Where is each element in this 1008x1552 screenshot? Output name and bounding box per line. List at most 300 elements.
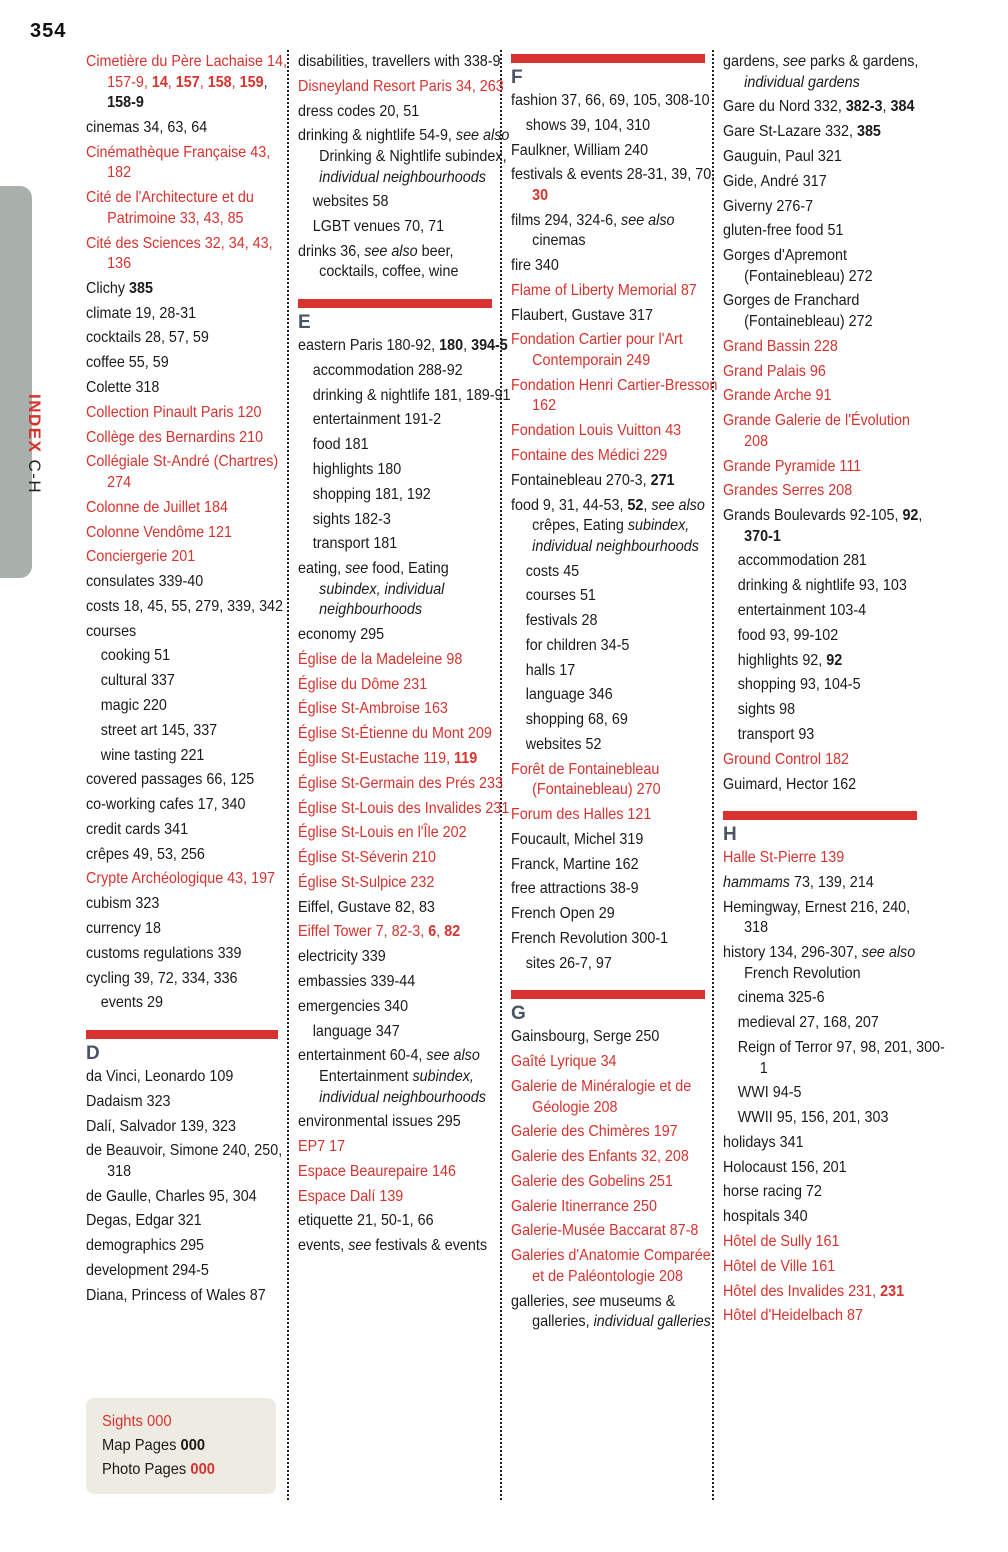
entry-text: see also: [455, 127, 510, 145]
index-subentry: [723, 601, 953, 622]
legend-box: [86, 1398, 276, 1494]
index-subentry: [86, 746, 314, 767]
entry-text: Galeries d'Anatomie Comparée et de Paléontologie 208: [511, 1247, 711, 1285]
entry-text: Franck, Martine 162: [511, 855, 639, 873]
index-entry: [511, 1246, 725, 1287]
index-entry: [511, 1077, 725, 1118]
index-entry: [86, 328, 298, 349]
entry-text: Grande Pyramide 111: [723, 457, 862, 475]
entry-text: Hôtel de Sully 161: [723, 1233, 840, 1251]
entry-text: drinks 36,: [298, 242, 365, 260]
entry-text: 73, 139, 214: [789, 873, 874, 891]
index-entry: [86, 547, 298, 568]
index-entry: [511, 1172, 725, 1193]
entry-text: Cité de l'Architecture et du Patrimoine 33, 43, 85: [86, 189, 254, 227]
entry-text: Église St-Séverin 210: [298, 849, 436, 867]
index-entry: [511, 256, 725, 277]
entry-text: holidays 341: [723, 1133, 804, 1151]
entry-text: Halle St-Pierre 139: [723, 849, 845, 867]
entry-text: cubism 323: [86, 895, 160, 913]
index-subentry: [723, 551, 953, 572]
index-subentry: [298, 534, 528, 555]
entry-text: emergencies 340: [298, 997, 409, 1015]
index-entry: [86, 1187, 298, 1208]
entry-text: beer, cocktails, coffee, wine: [319, 242, 459, 281]
index-entry: [511, 446, 725, 467]
entry-text: courses: [86, 622, 137, 640]
index-column-3: [511, 52, 718, 1337]
index-entry: [86, 304, 298, 325]
entry-text: gardens,: [723, 53, 783, 70]
index-subentry: [298, 361, 528, 382]
entry-text: cinema 325-6: [737, 989, 825, 1007]
entry-text: da Vinci, Leonardo 109: [86, 1067, 234, 1085]
entry-text: disabilities, travellers with 338-9: [298, 53, 501, 70]
entry-text: ,: [463, 337, 472, 355]
index-entry: [511, 1052, 725, 1073]
index-entry: [298, 102, 512, 123]
index-entry: [298, 559, 512, 621]
entry-text: Hôtel des Invalides 231,: [723, 1282, 881, 1300]
index-entry: [723, 52, 937, 93]
entry-text: Église de la Madeleine 98: [298, 650, 463, 668]
entry-text: sights 98: [737, 701, 796, 719]
index-entry: [86, 969, 298, 990]
entry-text: courses 51: [525, 587, 596, 605]
entry-text: individual gardens: [744, 73, 860, 91]
entry-text: sites 26-7, 97: [525, 954, 612, 972]
index-entry: [86, 622, 298, 643]
index-entry: [723, 221, 937, 242]
entry-text: Gare du Nord 332,: [723, 98, 846, 116]
entry-text: drinking & nightlife 54-9,: [298, 127, 456, 145]
entry-text: 52: [627, 496, 644, 514]
entry-text: ,: [263, 73, 268, 91]
letter-heading: D: [86, 1042, 100, 1064]
entry-text: history 134, 296-307,: [723, 944, 862, 962]
letter-divider-bar: [511, 990, 705, 999]
entry-text: Grande Arche 91: [723, 387, 832, 405]
entry-text: see: [345, 560, 369, 578]
entry-text: Église St-Louis des Invalides 231: [298, 799, 510, 817]
index-entry: [723, 1158, 937, 1179]
entry-text: ,: [643, 496, 652, 514]
index-column-4: [723, 52, 945, 1331]
entry-text: Espace Beaurepaire 146: [298, 1162, 456, 1180]
index-subentry: [511, 611, 741, 632]
index-entry: [511, 1122, 725, 1143]
index-subentry: [723, 651, 953, 672]
entry-text: ,: [167, 73, 176, 91]
entry-text: highlights 92,: [737, 651, 827, 669]
entry-text: Eiffel, Gustave 82, 83: [298, 898, 435, 916]
index-entry: [298, 1162, 512, 1183]
index-entry: [723, 197, 937, 218]
entry-text: Flame of Liberty Memorial 87: [511, 281, 697, 299]
index-entry: [511, 471, 725, 492]
entry-text: embassies 339-44: [298, 973, 416, 990]
index-entry: [86, 279, 298, 300]
entry-text: highlights 180: [312, 460, 402, 478]
index-entry: [511, 165, 725, 206]
entry-text: food 9, 31, 44-53,: [511, 496, 628, 514]
entry-text: museums & galleries,: [532, 1292, 676, 1331]
index-entry: [86, 353, 298, 374]
entry-text: ,: [918, 507, 923, 525]
entry-text: fire 340: [511, 257, 559, 275]
entry-text: Galerie Itinerrance 250: [511, 1197, 657, 1215]
entry-text: cooking 51: [100, 647, 171, 665]
index-subentry: [723, 1083, 953, 1104]
index-entry: [723, 775, 937, 796]
index-entry: [86, 143, 298, 184]
index-entry: [298, 1137, 512, 1158]
entry-text: credit cards 341: [86, 820, 189, 838]
entry-text: Colonne Vendôme 121: [86, 523, 232, 541]
index-entry: [723, 172, 937, 193]
index-entry: [86, 1117, 298, 1138]
entry-text: free attractions 38-9: [511, 880, 639, 898]
entry-text: Galerie des Gobelins 251: [511, 1172, 673, 1190]
entry-text: crêpes, Eating: [532, 517, 628, 535]
index-entry: [298, 77, 512, 98]
index-entry: [723, 411, 937, 452]
index-entry: [298, 1187, 512, 1208]
index-entry: [511, 281, 725, 302]
index-entry: [723, 291, 937, 332]
index-entry: [298, 848, 512, 869]
entry-text: drinking & nightlife 93, 103: [737, 577, 907, 595]
index-entry: [298, 972, 512, 993]
entry-text: Giverny 276-7: [723, 197, 814, 215]
entry-text: subindex, individual neighbourhoods: [319, 580, 445, 619]
entry-text: Collection Pinault Paris 120: [86, 403, 262, 421]
index-entry: [511, 929, 725, 950]
index-entry: [86, 795, 298, 816]
entry-text: see: [782, 53, 806, 70]
entry-text: Entertainment: [319, 1067, 413, 1085]
entry-text: entertainment 191-2: [312, 411, 442, 429]
index-entry: [86, 1211, 298, 1232]
entry-text: 92: [902, 507, 919, 525]
entry-text: websites 52: [525, 735, 602, 753]
entry-text: Colonne de Juillet 184: [86, 498, 228, 516]
entry-text: Galerie des Chimères 197: [511, 1123, 678, 1141]
index-subentry: [86, 721, 314, 742]
entry-text: Conciergerie 201: [86, 548, 196, 566]
entry-text: French Open 29: [511, 905, 615, 923]
index-entry: [723, 750, 937, 771]
index-entry: [511, 91, 725, 112]
entry-text: galleries,: [511, 1292, 573, 1310]
index-subentry: [298, 192, 528, 213]
index-entry: [298, 873, 512, 894]
index-entry: [86, 894, 298, 915]
index-entry: [86, 572, 298, 593]
letter-heading: F: [511, 67, 523, 88]
entry-text: Ground Control 182: [723, 750, 850, 768]
entry-text: 6: [428, 923, 437, 941]
entry-text: 385: [856, 123, 881, 141]
index-subentry: [86, 671, 314, 692]
index-entry: [723, 337, 937, 358]
index-entry: [723, 122, 937, 143]
index-entry: [723, 481, 937, 502]
entry-text: Fontaine des Médici 229: [511, 446, 668, 464]
entry-text: consulates 339-40: [86, 573, 204, 591]
entry-text: de Gaulle, Charles 95, 304: [86, 1187, 257, 1205]
index-subentry: [298, 1022, 528, 1043]
entry-text: food 181: [312, 436, 369, 454]
index-entry: [723, 848, 937, 869]
entry-text: Cité des Sciences 32, 34, 43, 136: [86, 234, 273, 273]
index-entry: [723, 457, 937, 478]
entry-text: electricity 339: [298, 948, 386, 966]
entry-text: EP7 17: [298, 1138, 346, 1156]
entry-text: fashion 37, 66, 69, 105, 308-10: [511, 92, 710, 109]
index-entry: [723, 246, 937, 287]
index-subentry: [511, 735, 741, 756]
index-subentry: [86, 993, 314, 1014]
entry-text: see: [348, 1237, 372, 1255]
entry-text: cinemas 34, 63, 64: [86, 118, 208, 136]
index-subentry: [723, 1108, 953, 1129]
entry-text: Gorges d'Apremont (Fontainebleau) 272: [723, 247, 873, 285]
index-subentry: [298, 435, 528, 456]
entry-text: economy 295: [298, 626, 385, 644]
index-entry: [511, 421, 725, 442]
entry-text: Drinking & Nightlife subindex,: [319, 147, 507, 165]
entry-text: 158-9: [107, 94, 144, 112]
entry-text: food 93, 99-102: [737, 626, 839, 644]
entry-text: Colette 318: [86, 379, 160, 396]
index-entry: [511, 211, 725, 252]
index-subentry: [298, 386, 528, 407]
entry-text: LGBT venues 70, 71: [312, 218, 445, 236]
index-entry: [511, 141, 725, 162]
entry-text: individual galleries: [593, 1313, 711, 1331]
index-entry: [511, 376, 725, 417]
index-entry: [723, 147, 937, 168]
letter-divider-bar: [86, 1030, 278, 1039]
entry-text: Église St-Louis en l'Île 202: [298, 824, 467, 842]
index-entry: [86, 523, 298, 544]
entry-text: wine tasting 221: [100, 746, 205, 764]
index-entry: [86, 378, 298, 399]
entry-text: Église St-Étienne du Mont 209: [298, 725, 492, 743]
index-entry: [86, 1286, 298, 1307]
letter-divider-bar: [511, 54, 705, 63]
index-entry: [511, 306, 725, 327]
entry-text: co-working cafes 17, 340: [86, 796, 246, 814]
index-entry: [86, 1236, 298, 1257]
index-subentry: [723, 988, 953, 1009]
entry-text: Collège des Bernardins 210: [86, 428, 264, 446]
index-subentry: [511, 954, 741, 975]
entry-text: transport 93: [737, 725, 815, 743]
index-subentry: [723, 675, 953, 696]
entry-text: Degas, Edgar 321: [86, 1212, 202, 1230]
entry-text: Hôtel d'Heidelbach 87: [723, 1307, 863, 1325]
index-entry: [86, 1261, 298, 1282]
letter-divider-bar: [298, 299, 492, 308]
entry-text: Disneyland Resort Paris 34, 263: [298, 77, 504, 95]
index-entry: [298, 699, 512, 720]
index-entry: [511, 1221, 725, 1242]
entry-text: hammams: [723, 873, 790, 891]
entry-text: currency 18: [86, 920, 161, 937]
index-entry: [86, 403, 298, 424]
entry-text: climate 19, 28-31: [86, 304, 197, 322]
entry-text: Cimetière du Père Lachaise 14, 157-9,: [86, 53, 287, 91]
entry-text: Forum des Halles 121: [511, 806, 652, 824]
entry-text: Grands Boulevards 92-105,: [723, 507, 903, 525]
entry-text: ,: [436, 923, 445, 941]
entry-text: parks & gardens,: [805, 53, 919, 70]
entry-text: WWII 95, 156, 201, 303: [737, 1109, 889, 1127]
entry-text: festivals 28: [525, 612, 598, 630]
entry-text: see also: [426, 1047, 480, 1065]
index-entry: [298, 336, 512, 357]
index-entry: [86, 770, 298, 791]
entry-text: 92: [826, 651, 843, 669]
index-entry: [86, 1141, 298, 1182]
entry-text: development 294-5: [86, 1262, 209, 1279]
index-entry: [723, 97, 937, 118]
index-entry: [86, 52, 298, 114]
index-entry: [511, 760, 725, 801]
entry-text: Grandes Serres 208: [723, 482, 853, 500]
index-entry: [298, 52, 512, 73]
entry-text: environmental issues 295: [298, 1113, 461, 1131]
entry-text: websites 58: [312, 193, 389, 211]
entry-text: 14: [151, 73, 168, 91]
index-subentry: [298, 217, 528, 238]
entry-text: 30: [532, 186, 549, 204]
index-entry: [511, 855, 725, 876]
entry-text: films 294, 324-6,: [511, 211, 622, 229]
index-subentry: [723, 725, 953, 746]
entry-text: Dadaism 323: [86, 1092, 171, 1110]
entry-text: entertainment 103-4: [737, 602, 867, 620]
index-entry: [723, 1306, 937, 1327]
index-entry: [86, 845, 298, 866]
index-subentry: [298, 510, 528, 531]
entry-text: Fondation Louis Vuitton 43: [511, 422, 682, 440]
index-entry: [86, 597, 298, 618]
index-entry: [86, 498, 298, 519]
index-entry: [86, 919, 298, 940]
entry-text: 382-3: [845, 98, 883, 116]
index-entry: [86, 118, 298, 139]
entry-text: 385: [129, 279, 154, 297]
index-entry: [723, 1257, 937, 1278]
entry-text: events 29: [100, 994, 163, 1012]
entry-text: horse racing 72: [723, 1183, 822, 1201]
index-entry: [723, 1282, 937, 1303]
index-entry: [298, 1112, 512, 1133]
entry-text: French Revolution: [744, 964, 861, 982]
index-entry: [511, 904, 725, 925]
index-entry: [723, 1207, 937, 1228]
index-entry: [723, 943, 937, 984]
index-entry: [511, 879, 725, 900]
index-entry: [298, 625, 512, 646]
entry-text: street art 145, 337: [100, 721, 218, 739]
index-entry: [723, 873, 937, 894]
index-entry: [511, 1197, 725, 1218]
letter-divider-bar: [723, 811, 917, 820]
entry-text: sights 182-3: [312, 510, 391, 528]
entry-text: Église St-Germain des Prés 233: [298, 774, 503, 792]
entry-text: entertainment 60-4,: [298, 1047, 427, 1065]
index-subentry: [723, 700, 953, 721]
letter-heading: E: [298, 312, 311, 334]
entry-text: Grande Galerie de l'Évolution 208: [723, 412, 910, 450]
index-entry: [298, 126, 512, 188]
index-subentry: [86, 646, 314, 667]
entry-text: shopping 181, 192: [312, 485, 431, 503]
index-entry: [86, 869, 298, 890]
entry-text: de Beauvoir, Simone 240, 250, 318: [86, 1142, 283, 1180]
index-entry: [511, 830, 725, 851]
entry-text: gluten-free food 51: [723, 222, 844, 240]
entry-text: 180: [439, 337, 464, 355]
entry-text: 370-1: [744, 527, 781, 545]
entry-text: festivals & events: [371, 1237, 488, 1255]
index-entry: [298, 724, 512, 745]
index-entry: [511, 1147, 725, 1168]
letter-heading: G: [511, 1003, 526, 1025]
entry-text: Galerie de Minéralogie et de Géologie 208: [511, 1077, 692, 1116]
index-entry: [511, 805, 725, 826]
index-column-2: [298, 52, 511, 1261]
entry-text: dress codes 20, 51: [298, 102, 420, 120]
entry-text: 119: [454, 749, 478, 767]
index-entry: [298, 749, 512, 770]
entry-text: 82: [444, 923, 461, 941]
index-entry: [723, 1232, 937, 1253]
entry-text: halls 17: [525, 661, 576, 679]
entry-text: Hemingway, Ernest 216, 240, 318: [723, 898, 911, 937]
entry-text: coffee 55, 59: [86, 354, 169, 372]
entry-text: individual neighbourhoods: [319, 168, 486, 186]
entry-text: Grand Palais 96: [723, 362, 826, 380]
entry-text: shopping 93, 104-5: [737, 676, 861, 694]
index-entry: [86, 452, 298, 493]
legend-sights: Sights 000: [102, 1413, 172, 1430]
entry-text: costs 45: [525, 562, 580, 580]
entry-text: medieval 27, 168, 207: [737, 1014, 879, 1032]
side-tab-range: C-H: [25, 459, 44, 495]
index-subentry: [511, 116, 741, 137]
index-side-tab: [0, 186, 44, 578]
entry-text: costs 18, 45, 55, 279, 339, 342: [86, 597, 284, 615]
index-entry: [723, 1133, 937, 1154]
entry-text: hospitals 340: [723, 1208, 808, 1226]
index-entry: [298, 1211, 512, 1232]
entry-text: etiquette 21, 50-1, 66: [298, 1212, 434, 1230]
entry-text: accommodation 281: [737, 552, 867, 570]
index-column-1: [86, 52, 287, 1311]
index-entry: [511, 1292, 725, 1333]
entry-text: shopping 68, 69: [525, 711, 628, 729]
index-subentry: [298, 485, 528, 506]
index-subentry: [511, 562, 741, 583]
index-subentry: [511, 586, 741, 607]
entry-text: Reign of Terror 97, 98, 201, 300-1: [737, 1038, 945, 1077]
index-entry: [298, 898, 512, 919]
